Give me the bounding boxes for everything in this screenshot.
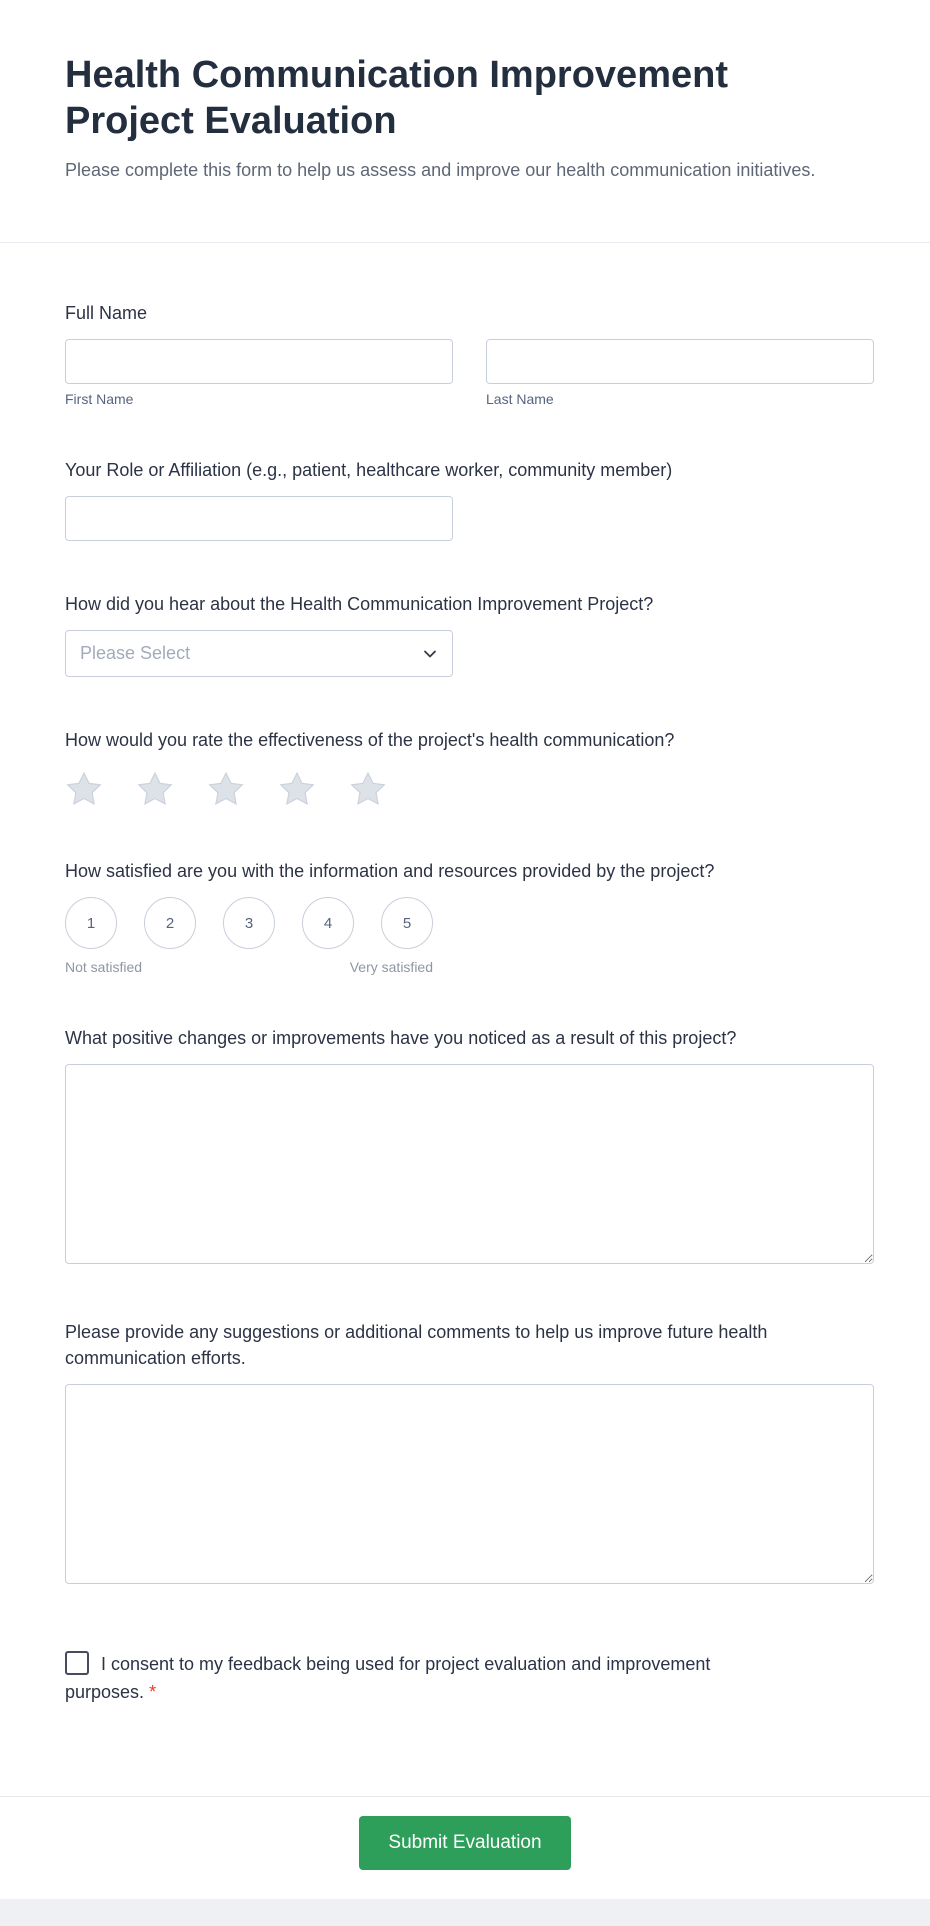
effectiveness-label: How would you rate the effectiveness of the project's health communication? xyxy=(65,730,675,750)
consent-checkbox[interactable] xyxy=(65,1651,89,1675)
satisfaction-scale xyxy=(65,897,874,949)
role-label: Your Role or Affiliation (e.g., patient, healthcare worker, community member) xyxy=(65,459,673,480)
field-positive-changes xyxy=(65,1025,874,1269)
star-icon-3[interactable] xyxy=(207,770,245,808)
consent-row xyxy=(65,1651,770,1707)
field-full-name xyxy=(65,300,874,407)
form-subtitle: Please complete this form to help us assess and improve our health communication initiatives. xyxy=(65,159,816,180)
form-body xyxy=(0,243,930,1720)
star-icon-4[interactable] xyxy=(278,770,316,808)
satisfaction-label: How satisfied are you with the information and resources provided by the project? xyxy=(65,861,715,882)
suggestions-textarea[interactable] xyxy=(65,1384,874,1584)
positive-changes-label: What positive changes or improvements have you noticed as a result of this project? xyxy=(65,1028,737,1049)
field-suggestions xyxy=(65,1319,874,1589)
first-name-sublabel: First Name xyxy=(65,390,134,407)
consent-label-text: I consent to my feedback being used for project evaluation and improvement purposes. xyxy=(65,1654,711,1703)
form-title: Health Communication Improvement Project Evaluation xyxy=(65,54,728,143)
select-selected-value: Please Select xyxy=(80,643,191,663)
positive-changes-textarea[interactable] xyxy=(65,1064,874,1264)
first-name-column xyxy=(65,339,453,407)
first-name-input[interactable] xyxy=(65,339,453,384)
scale-option-3[interactable]: 3 xyxy=(223,897,275,949)
suggestions-label: Please provide any suggestions or additional comments to help us improve future health communication efforts. xyxy=(65,1322,768,1369)
submit-button[interactable]: Submit Evaluation xyxy=(359,1816,570,1870)
field-satisfaction xyxy=(65,858,874,975)
last-name-sublabel: Last Name xyxy=(486,390,554,407)
star-icon-5[interactable] xyxy=(349,770,387,808)
scale-option-2[interactable]: 2 xyxy=(144,897,196,949)
last-name-column xyxy=(486,339,874,407)
full-name-label: Full Name xyxy=(65,302,148,323)
hear-about-label: How did you hear about the Health Communication Improvement Project? xyxy=(65,593,654,614)
scale-option-5[interactable]: 5 xyxy=(381,897,433,949)
scale-option-1[interactable]: 1 xyxy=(65,897,117,949)
chevron-down-icon xyxy=(422,646,438,662)
required-asterisk: * xyxy=(149,1682,157,1703)
form-footer xyxy=(0,1796,930,1897)
field-role xyxy=(65,457,874,541)
scale-end-labels xyxy=(65,959,433,975)
field-effectiveness xyxy=(65,727,874,808)
star-rating xyxy=(65,770,874,808)
field-consent xyxy=(65,1651,874,1707)
star-icon-1[interactable] xyxy=(65,770,103,808)
hear-about-select[interactable] xyxy=(65,630,453,677)
field-hear-about xyxy=(65,591,874,677)
scale-option-4[interactable]: 4 xyxy=(302,897,354,949)
star-icon-2[interactable] xyxy=(136,770,174,808)
form-header xyxy=(0,0,930,243)
scale-min-label: Not satisfied xyxy=(65,959,143,976)
role-input[interactable] xyxy=(65,496,453,541)
full-name-inputs xyxy=(65,339,874,407)
scale-max-label: Very satisfied xyxy=(349,959,433,976)
last-name-input[interactable] xyxy=(486,339,874,384)
